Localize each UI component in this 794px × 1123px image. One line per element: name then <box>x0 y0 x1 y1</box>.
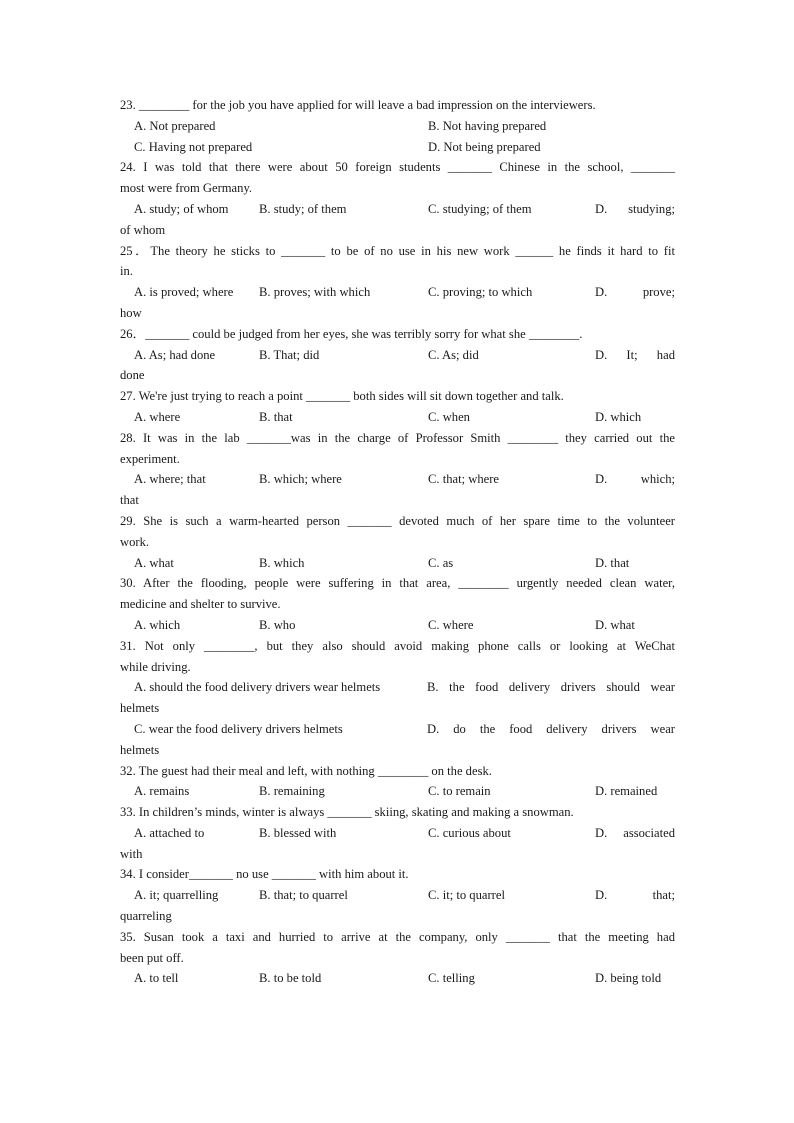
question-stem: 25．The theory he sticks to _______ to be of no use in his new work ______ he finds it hard to fit <box>120 243 675 258</box>
question-29 <box>120 511 675 573</box>
options-row <box>120 469 675 490</box>
option-c: C. it; to quarrel <box>428 888 505 903</box>
options-row <box>120 615 675 636</box>
exam-page <box>120 95 675 989</box>
question-stem-continued: medicine and shelter to survive. <box>120 597 281 612</box>
question-25 <box>120 241 675 324</box>
option-a: A. to tell <box>134 971 179 986</box>
option-a: A. where; that <box>134 472 206 487</box>
question-26 <box>120 324 675 386</box>
question-27 <box>120 386 675 428</box>
option-d: D. prove; <box>595 285 675 300</box>
option-c: C. studying; of them <box>428 201 532 216</box>
question-stem: 28. It was in the lab _______was in the charge of Professor Smith ________ they carried out the <box>120 430 675 445</box>
options-row <box>120 968 675 989</box>
option-continued: helmets <box>120 742 160 757</box>
option-c: C. curious about <box>428 825 511 840</box>
options-row <box>120 345 675 366</box>
question-stem: 30. After the flooding, people were suffering in that area, ________ urgently needed clean water, <box>120 576 675 591</box>
option-b: B. Not having prepared <box>428 118 547 133</box>
question-stem-continued: work. <box>120 534 150 549</box>
option-a: A. it; quarrelling <box>134 888 219 903</box>
question-stem-continued: in. <box>120 264 133 279</box>
options-row <box>120 885 675 906</box>
option-c: C. that; where <box>428 472 499 487</box>
option-c: C. as <box>428 555 454 570</box>
option-d-continued: with <box>120 846 143 861</box>
question-stem: 29. She is such a warm-hearted person _______ devoted much of her spare time to the volunteer <box>120 513 675 528</box>
question-stem: 31. Not only ________, but they also should avoid making phone calls or looking at WeChat <box>120 638 675 653</box>
option-d: D. that; <box>595 888 675 903</box>
options-row <box>120 823 675 844</box>
question-stem: 23. ________ for the job you have applied for will leave a bad impression on the interviewers. <box>120 98 596 112</box>
option-a: A. Not prepared <box>134 118 216 133</box>
option-b: B. which; where <box>259 472 342 487</box>
option-d: D. that <box>595 555 630 570</box>
question-stem: 34. I consider_______ no use _______ with him about it. <box>120 867 409 882</box>
option-a: A. which <box>134 617 181 632</box>
option-d: D. being told <box>595 971 662 986</box>
question-stem-continued: experiment. <box>120 451 180 466</box>
option-b: B. remaining <box>259 784 325 799</box>
question-35 <box>120 927 675 989</box>
question-stem-continued: while driving. <box>120 659 191 674</box>
options-row <box>120 199 675 220</box>
option-b: B. the food delivery drivers should wear <box>427 680 675 695</box>
option-d-continued: how <box>120 305 142 320</box>
option-b: B. proves; with which <box>259 285 371 300</box>
option-b: B. study; of them <box>259 201 347 216</box>
option-d: D. Not being prepared <box>428 139 541 154</box>
option-c: C. wear the food delivery drivers helmets <box>134 721 343 736</box>
option-a: A. is proved; where <box>134 285 234 300</box>
option-b: B. that; to quarrel <box>259 888 348 903</box>
question-31 <box>120 636 675 761</box>
option-d: D. do the food delivery drivers wear <box>427 721 675 736</box>
option-a: A. should the food delivery drivers wear helmets <box>134 680 381 695</box>
option-d: D. which; <box>595 472 675 487</box>
option-c: C. As; did <box>428 347 479 362</box>
question-stem: 33. In children’s minds, winter is always _______ skiing, skating and making a snowman. <box>120 805 574 820</box>
options-row <box>120 677 675 698</box>
option-b: B. who <box>259 617 296 632</box>
option-d: D. which <box>595 409 642 424</box>
question-stem-continued: most were from Germany. <box>120 181 253 196</box>
question-30 <box>120 573 675 635</box>
option-a: A. As; had done <box>134 347 216 362</box>
option-continued: helmets <box>120 701 160 716</box>
question-33 <box>120 802 675 864</box>
options-row <box>120 553 675 574</box>
option-d-continued: done <box>120 368 145 383</box>
options-row <box>120 719 675 740</box>
option-d: D. associated <box>595 825 675 840</box>
question-28 <box>120 428 675 511</box>
options-row <box>120 282 675 303</box>
question-24 <box>120 157 675 240</box>
option-c: C. when <box>428 409 470 424</box>
options-row <box>120 116 675 137</box>
option-b: B. that <box>259 409 293 424</box>
question-stem: 27. We're just trying to reach a point _______ both sides will sit down together and talk. <box>120 389 564 404</box>
option-b: B. blessed with <box>259 825 337 840</box>
option-a: A. remains <box>134 784 190 799</box>
options-row <box>120 137 675 158</box>
option-d-continued: of whom <box>120 222 166 237</box>
option-b: B. That; did <box>259 347 320 362</box>
question-34 <box>120 864 675 926</box>
option-a: A. attached to <box>134 825 205 840</box>
option-d: D. remained <box>595 784 658 799</box>
question-32 <box>120 761 675 803</box>
option-d: D. studying; <box>595 201 675 216</box>
option-c: C. telling <box>428 971 475 986</box>
options-row <box>120 407 675 428</box>
options-row <box>120 781 675 802</box>
option-b: B. to be told <box>259 971 322 986</box>
option-d-continued: that <box>120 493 139 508</box>
option-a: A. where <box>134 409 181 424</box>
question-stem: 24. I was told that there were about 50 foreign students _______ Chinese in the school, _______ <box>120 160 675 175</box>
option-c: C. Having not prepared <box>134 139 253 154</box>
question-stem: 26．_______ could be judged from her eyes, she was terribly sorry for what she ________. <box>120 326 583 341</box>
question-stem-continued: been put off. <box>120 950 184 965</box>
option-d-continued: quarreling <box>120 909 172 924</box>
option-a: A. what <box>134 555 174 570</box>
option-c: C. proving; to which <box>428 285 533 300</box>
option-b: B. which <box>259 555 305 570</box>
option-c: C. to remain <box>428 784 491 799</box>
option-a: A. study; of whom <box>134 201 229 216</box>
option-d: D. what <box>595 617 635 632</box>
option-c: C. where <box>428 617 474 632</box>
question-23 <box>120 95 675 157</box>
question-stem: 32. The guest had their meal and left, with nothing ________ on the desk. <box>120 763 492 778</box>
question-stem: 35. Susan took a taxi and hurried to arrive at the company, only _______ that the meeting had <box>120 929 675 944</box>
option-d: D. It; had <box>595 347 675 362</box>
